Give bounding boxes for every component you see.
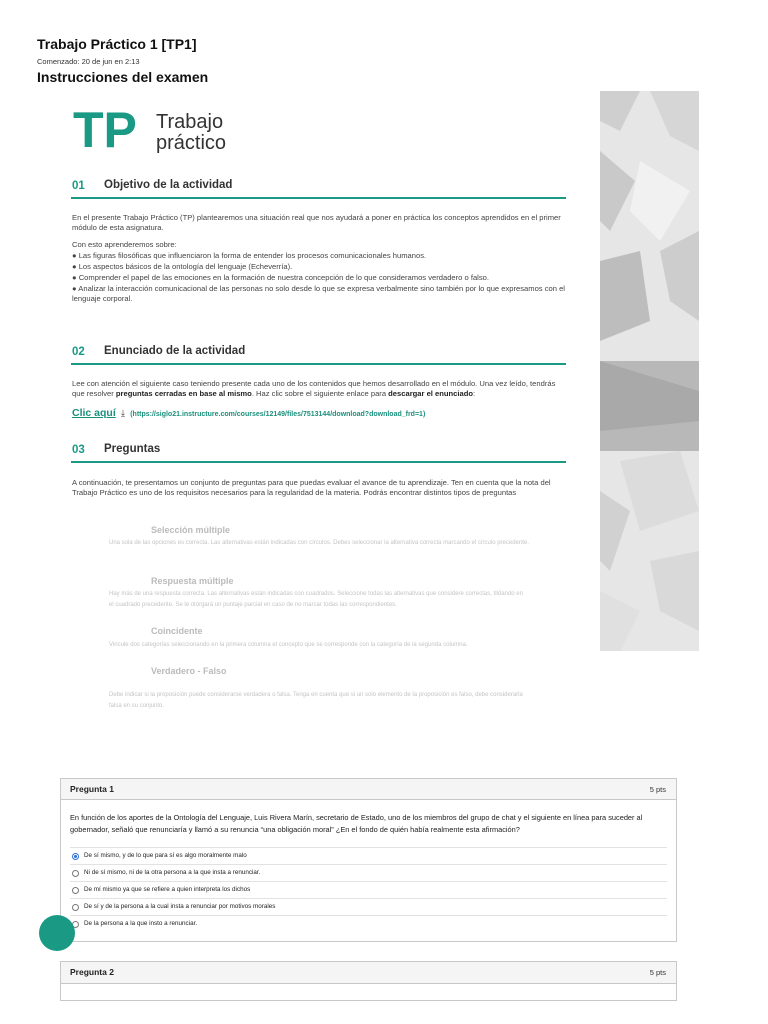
page-title: Trabajo Práctico 1 [TP1] xyxy=(37,36,197,52)
objective-bullet: ● Comprender el papel de las emociones en la formación de nuestra concepción de lo que consideramos verdadero o falso. xyxy=(72,273,490,282)
qtype-title: Coincidente xyxy=(151,626,203,636)
qtype-description: Una sola de las opciones es correcta. Las alternativas están indicadas con círculos. Debes seleccionar la alternativa correcta marcando el círculo precedente. xyxy=(109,540,529,546)
objective-intro: En el presente Trabajo Práctico (TP) plantearemos una situación real que nos ayudará a poner en práctica los conceptos aprendidos en el primer módulo de esta asignatura. xyxy=(72,213,561,233)
objective-bullet: ● Los aspectos básicos de la ontología del lenguaje (Echeverría). xyxy=(72,262,293,271)
radio-icon[interactable] xyxy=(72,904,79,911)
qtype-description: Hay más de una respuesta correcta. Las alternativas están indicadas con cuadrados. Seleccione todas las alternativas que considere correctas, tildando en el cuadrado precedente. Se le otorgará un puntaje parcial en caso de no marcar todas las correspondientes. xyxy=(109,591,523,608)
radio-icon[interactable] xyxy=(72,870,79,877)
answer-option-label[interactable]: Ni de sí mismo, ni de la otra persona a la que insta a renunciar. xyxy=(84,869,261,876)
download-link[interactable]: Clic aquí xyxy=(72,407,116,419)
started-timestamp: Comenzado: 20 de jun en 2:13 xyxy=(37,57,140,66)
question-header xyxy=(61,962,676,984)
objective-bullet: ● Analizar la interacción comunicacional de las personas no solo desde lo que se expresa verbalmente sino también por lo que expresamos con el lenguaje corporal. xyxy=(72,284,565,304)
download-url[interactable]: (https://siglo21.instructure.com/courses/12149/files/7513144/download?download_frd=1) xyxy=(130,411,426,418)
qtype-title: Selección múltiple xyxy=(151,525,231,535)
question-points: 5 pts xyxy=(649,968,666,977)
section-title: Enunciado de la actividad xyxy=(104,345,246,357)
section-number: 02 xyxy=(72,346,85,358)
section-number: 01 xyxy=(72,180,85,192)
answer-option-label[interactable]: De sí y de la persona a la cual insta a renunciar por motivos morales xyxy=(84,903,276,910)
qtype-title: Respuesta múltiple xyxy=(151,576,234,586)
answer-option[interactable] xyxy=(70,898,667,915)
question-card xyxy=(60,778,677,942)
download-arrow-icon[interactable]: ⤓ xyxy=(121,408,125,418)
radio-icon[interactable] xyxy=(72,887,79,894)
qtype-description: Debe indicar si la proposición puede considerarse verdadera o falsa. Tenga en cuenta que si un solo elemento de la proposición es falso, debe considerarla falsa en su conjunto. xyxy=(109,692,523,709)
question-header xyxy=(61,779,676,800)
answer-option-label[interactable]: De la persona a la que insto a renunciar. xyxy=(84,920,198,927)
question-card xyxy=(60,961,677,1001)
decorative-architecture-image xyxy=(600,91,699,651)
answer-option[interactable] xyxy=(70,881,667,898)
question-name: Pregunta 1 xyxy=(70,784,114,794)
section-header-enunciado xyxy=(71,343,566,365)
radio-selected-icon[interactable] xyxy=(72,853,79,860)
qtype-title: Verdadero - Falso xyxy=(151,666,227,676)
section-header-preguntas xyxy=(71,441,566,463)
answer-option[interactable] xyxy=(70,864,667,881)
objective-bullet: ● Las figuras filosóficas que influenciaron la forma de entender los procesos comunicacionales humanos. xyxy=(72,251,427,260)
section-header-objetivo xyxy=(71,177,566,199)
answer-option-label[interactable]: De mí mismo ya que se refiere a quien interpreta los dichos xyxy=(84,886,251,893)
logo-word-practico: práctico xyxy=(156,132,227,154)
answer-option-label[interactable]: De sí mismo, y de lo que para sí es algo moralmente malo xyxy=(84,852,247,859)
section-title: Preguntas xyxy=(104,443,161,455)
question-name: Pregunta 2 xyxy=(70,967,114,977)
logo-word-trabajo: Trabajo xyxy=(156,111,224,133)
question-text: En función de los aportes de la Ontología del Lenguaje, Luis Rivera Marín, secretario de Estado, uno de los miembros del grupo de chat y el siguiente en línea para suceder al gobernador, señaló que renunciaría y llamó a su renuncia “una obligación moral” ¿En el fondo de quién había realmente esta afirmación? xyxy=(70,813,643,834)
section-title: Objetivo de la actividad xyxy=(104,179,233,191)
logo-mark: TP xyxy=(73,102,137,158)
qtype-description: Vincule dos categorías seleccionando en la primera columna el concepto que se corresponde con la categoría de la segunda columna. xyxy=(109,642,468,648)
section-number: 03 xyxy=(72,444,85,456)
download-link-row xyxy=(72,407,425,419)
questions-intro: A continuación, te presentamos un conjunto de preguntas para que puedas evaluar el avance de tu aprendizaje. Ten en cuenta que la nota del Trabajo Práctico es uno de los requisitos necesarios para la regularidad de la materia. Podrás encontrar distintos tipos de preguntas xyxy=(72,478,551,498)
statement-text: Lee con atención el siguiente caso teniendo presente cada uno de los contenidos que hemos desarrollado en el módulo. Una vez leído, tendrás que resolver preguntas cerradas en base al mismo. Haz clic sobre el siguiente enlace para descargar el enunciado: xyxy=(72,379,556,399)
objective-learn-intro: Con esto aprenderemos sobre: xyxy=(72,240,177,249)
answer-option[interactable] xyxy=(70,847,667,864)
question-points: 5 pts xyxy=(649,785,666,794)
answer-option[interactable] xyxy=(70,915,667,932)
instructions-title: Instrucciones del examen xyxy=(37,69,209,85)
floating-action-button[interactable] xyxy=(39,915,75,951)
